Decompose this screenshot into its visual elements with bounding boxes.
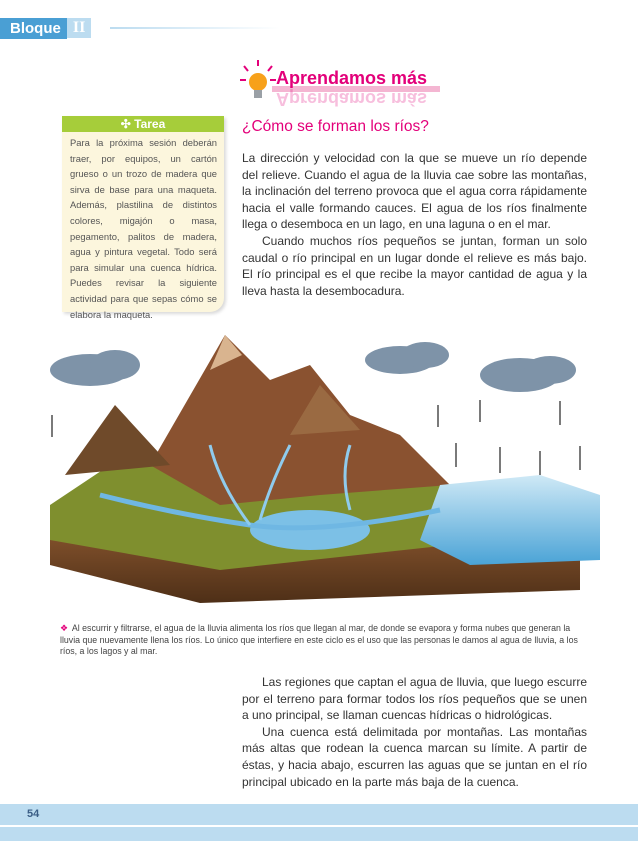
body-paragraph-1: Las regiones que captan el agua de lluvia, que luego escurre por el terreno para formar todos los ríos pequeños que se unen a uno principal, se llaman cuencas hídricas o hidrológicas. (242, 675, 587, 723)
left-mountain (65, 405, 170, 475)
banner-title-reflection: Aprendamos más (276, 89, 428, 109)
bloque-label (0, 16, 91, 40)
flower-icon: ✣ (120, 117, 131, 131)
body-text (242, 674, 587, 790)
tarea-title: Tarea (134, 117, 166, 131)
footer-rule (0, 825, 638, 827)
body-paragraph-2: Una cuenca está delimitada por montañas. Las montañas más altas que rodean la cuenca marcan su límite. A partir de éstas, y hacia abajo, escurren las aguas que se juntan en el río principal ubicado en la parte más baja de la cuenca. (242, 724, 587, 789)
diamond-bullet-icon: ❖ (60, 623, 68, 633)
footer-band (0, 804, 638, 841)
header-rule (110, 27, 280, 29)
intro-paragraph-1: La dirección y velocidad con la que se mueve un río depende del relieve. Cuando el agua de la lluvia cae sobre las montañas, la inclinación del terreno provoca que el agua corra rápidamente hacia el valle formando cauces. El agua de los ríos finalmente llega o desemboca en un lago, en una laguna o en el mar. (242, 151, 587, 232)
tarea-note (62, 116, 224, 320)
intro-text (242, 150, 587, 299)
banner-title: Aprendamos más (276, 68, 428, 88)
water-cycle-illustration (20, 325, 618, 615)
caption-text: Al escurrir y filtrarse, el agua de la lluvia alimenta los ríos que llegan al mar, de donde se evapora y forma nubes que generan la lluvia que nuevamente llena los ríos. Lo único que interfiere en este ciclo es el uso que las personas le damos al agua de lluvia, a los ríos, a los lagos y al mar. (60, 623, 578, 657)
tarea-text: Para la próxima sesión deberán traer, por equipos, un cartón grueso o un trozo de madera que sirva de base para una maqueta. Además, plastilina de distintos colores, migajón o masa, pegamento, palitos de madera, agua y pintura vegetal. Todo será para simular una cuenca hídrica. Puedes revisar la siguiente actividad para que sepas cómo se elabora la maqueta. (70, 137, 217, 320)
intro-paragraph-2: Cuando muchos ríos pequeños se juntan, forman un solo caudal o río principal en un lugar donde el relieve es más bajo. El río principal es el que recibe la mayor cantidad de agua y la lleva hasta la desembocadura. (242, 233, 587, 298)
sea (420, 475, 600, 565)
tarea-header (62, 116, 224, 132)
figure-caption (60, 623, 580, 658)
section-banner (238, 58, 438, 118)
page-number: 54 (27, 808, 40, 820)
section-heading: ¿Cómo se forman los ríos? (242, 118, 429, 135)
bloque-number: II (67, 18, 91, 38)
bloque-word: Bloque (0, 18, 67, 39)
lightbulb-icon (238, 58, 278, 106)
